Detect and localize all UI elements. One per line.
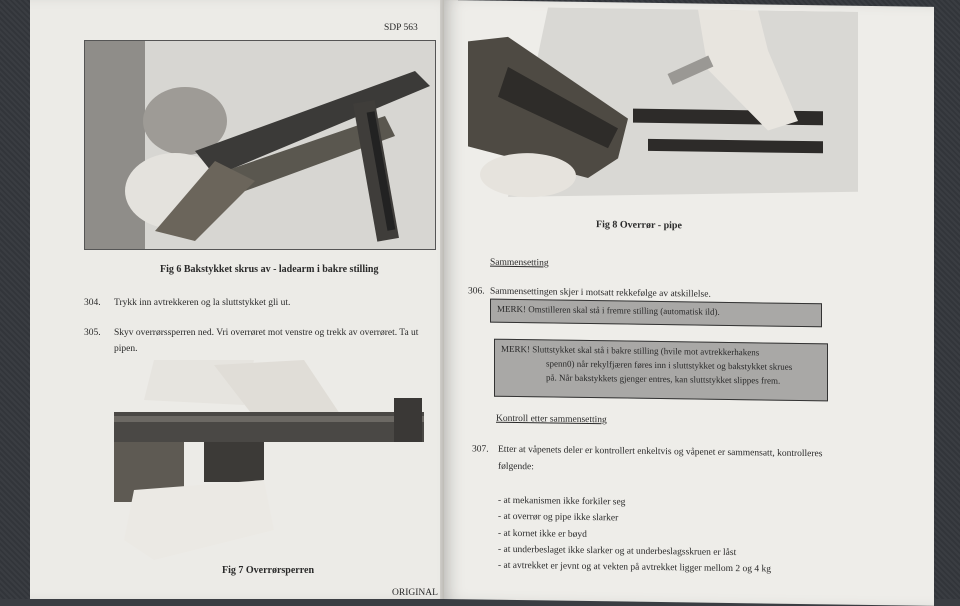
note-2-line1: MERK! Sluttstykket skal stå i bakre stilling (hvile mot avtrekkerhakens [501, 343, 760, 358]
para-307-number: 307. [472, 444, 489, 455]
control-checklist [498, 493, 771, 578]
list-item: - at underbeslaget ikke slarker og at underbeslagsskruen er låst [498, 542, 771, 562]
page-header: SDP 563 [384, 23, 418, 33]
page-footer: ORIGINAL [392, 588, 438, 598]
fig6-illustration [85, 41, 435, 249]
list-item: - at overrør og pipe ikke slarker [498, 509, 771, 529]
fig8-photo [468, 6, 858, 211]
fig7-caption: Fig 7 Overrørsperren [222, 565, 315, 576]
para-306-text: Sammensettingen skjer i motsatt rekkefølge av atskillelse. [490, 286, 711, 300]
note-1-text: MERK! Omstilleren skal stå i fremre stilling (automatisk ild). [497, 303, 720, 317]
para-305-line2: pipen. [114, 344, 138, 354]
fig8-caption: Fig 8 Overrør - pipe [596, 219, 682, 232]
note-box-2 [494, 339, 828, 402]
section-heading-kontroll: Kontroll etter sammensetting [496, 413, 607, 426]
left-page [30, 0, 458, 599]
para-306-number: 306. [468, 286, 485, 297]
para-304-number: 304. [84, 298, 101, 308]
fig7-photo [114, 360, 434, 560]
list-item: - at kornet ikke er bøyd [498, 525, 771, 545]
section-heading-sammensetting: Sammensetting [490, 257, 549, 269]
fig8-illustration [468, 6, 858, 211]
list-item: - at mekanismen ikke forkiler seg [498, 493, 771, 513]
note-box-1 [490, 299, 822, 328]
fig6-photo [84, 40, 436, 250]
para-305-number: 305. [84, 328, 101, 338]
para-304-text: Trykk inn avtrekkeren og la sluttstykket gli ut. [114, 298, 291, 308]
fig7-illustration [114, 360, 434, 560]
fig6-caption: Fig 6 Bakstykket skrus av - ladearm i bakre stilling [160, 264, 379, 275]
para-305-line1: Skyv overrørssperren ned. Vri overrøret mot venstre og trekk av overrøret. Ta ut [114, 328, 419, 338]
para-307-line1: Etter at våpenets deler er kontrollert enkeltvis og våpenet er sammensatt, kontrolleres [498, 444, 823, 460]
para-307-line2: følgende: [498, 461, 534, 473]
right-page [444, 0, 934, 606]
list-item: - at avtrekket er jevnt og at vekten på avtrekket ligger mellom 2 og 4 kg [498, 558, 771, 578]
note-2-line2: spenn0) når rekylfjæren føres inn i sluttstykket og bakstykket skrues [546, 358, 793, 372]
note-2-line3: på. Når bakstykkets gjenger entres, kan sluttstykket slippes frem. [546, 372, 781, 386]
